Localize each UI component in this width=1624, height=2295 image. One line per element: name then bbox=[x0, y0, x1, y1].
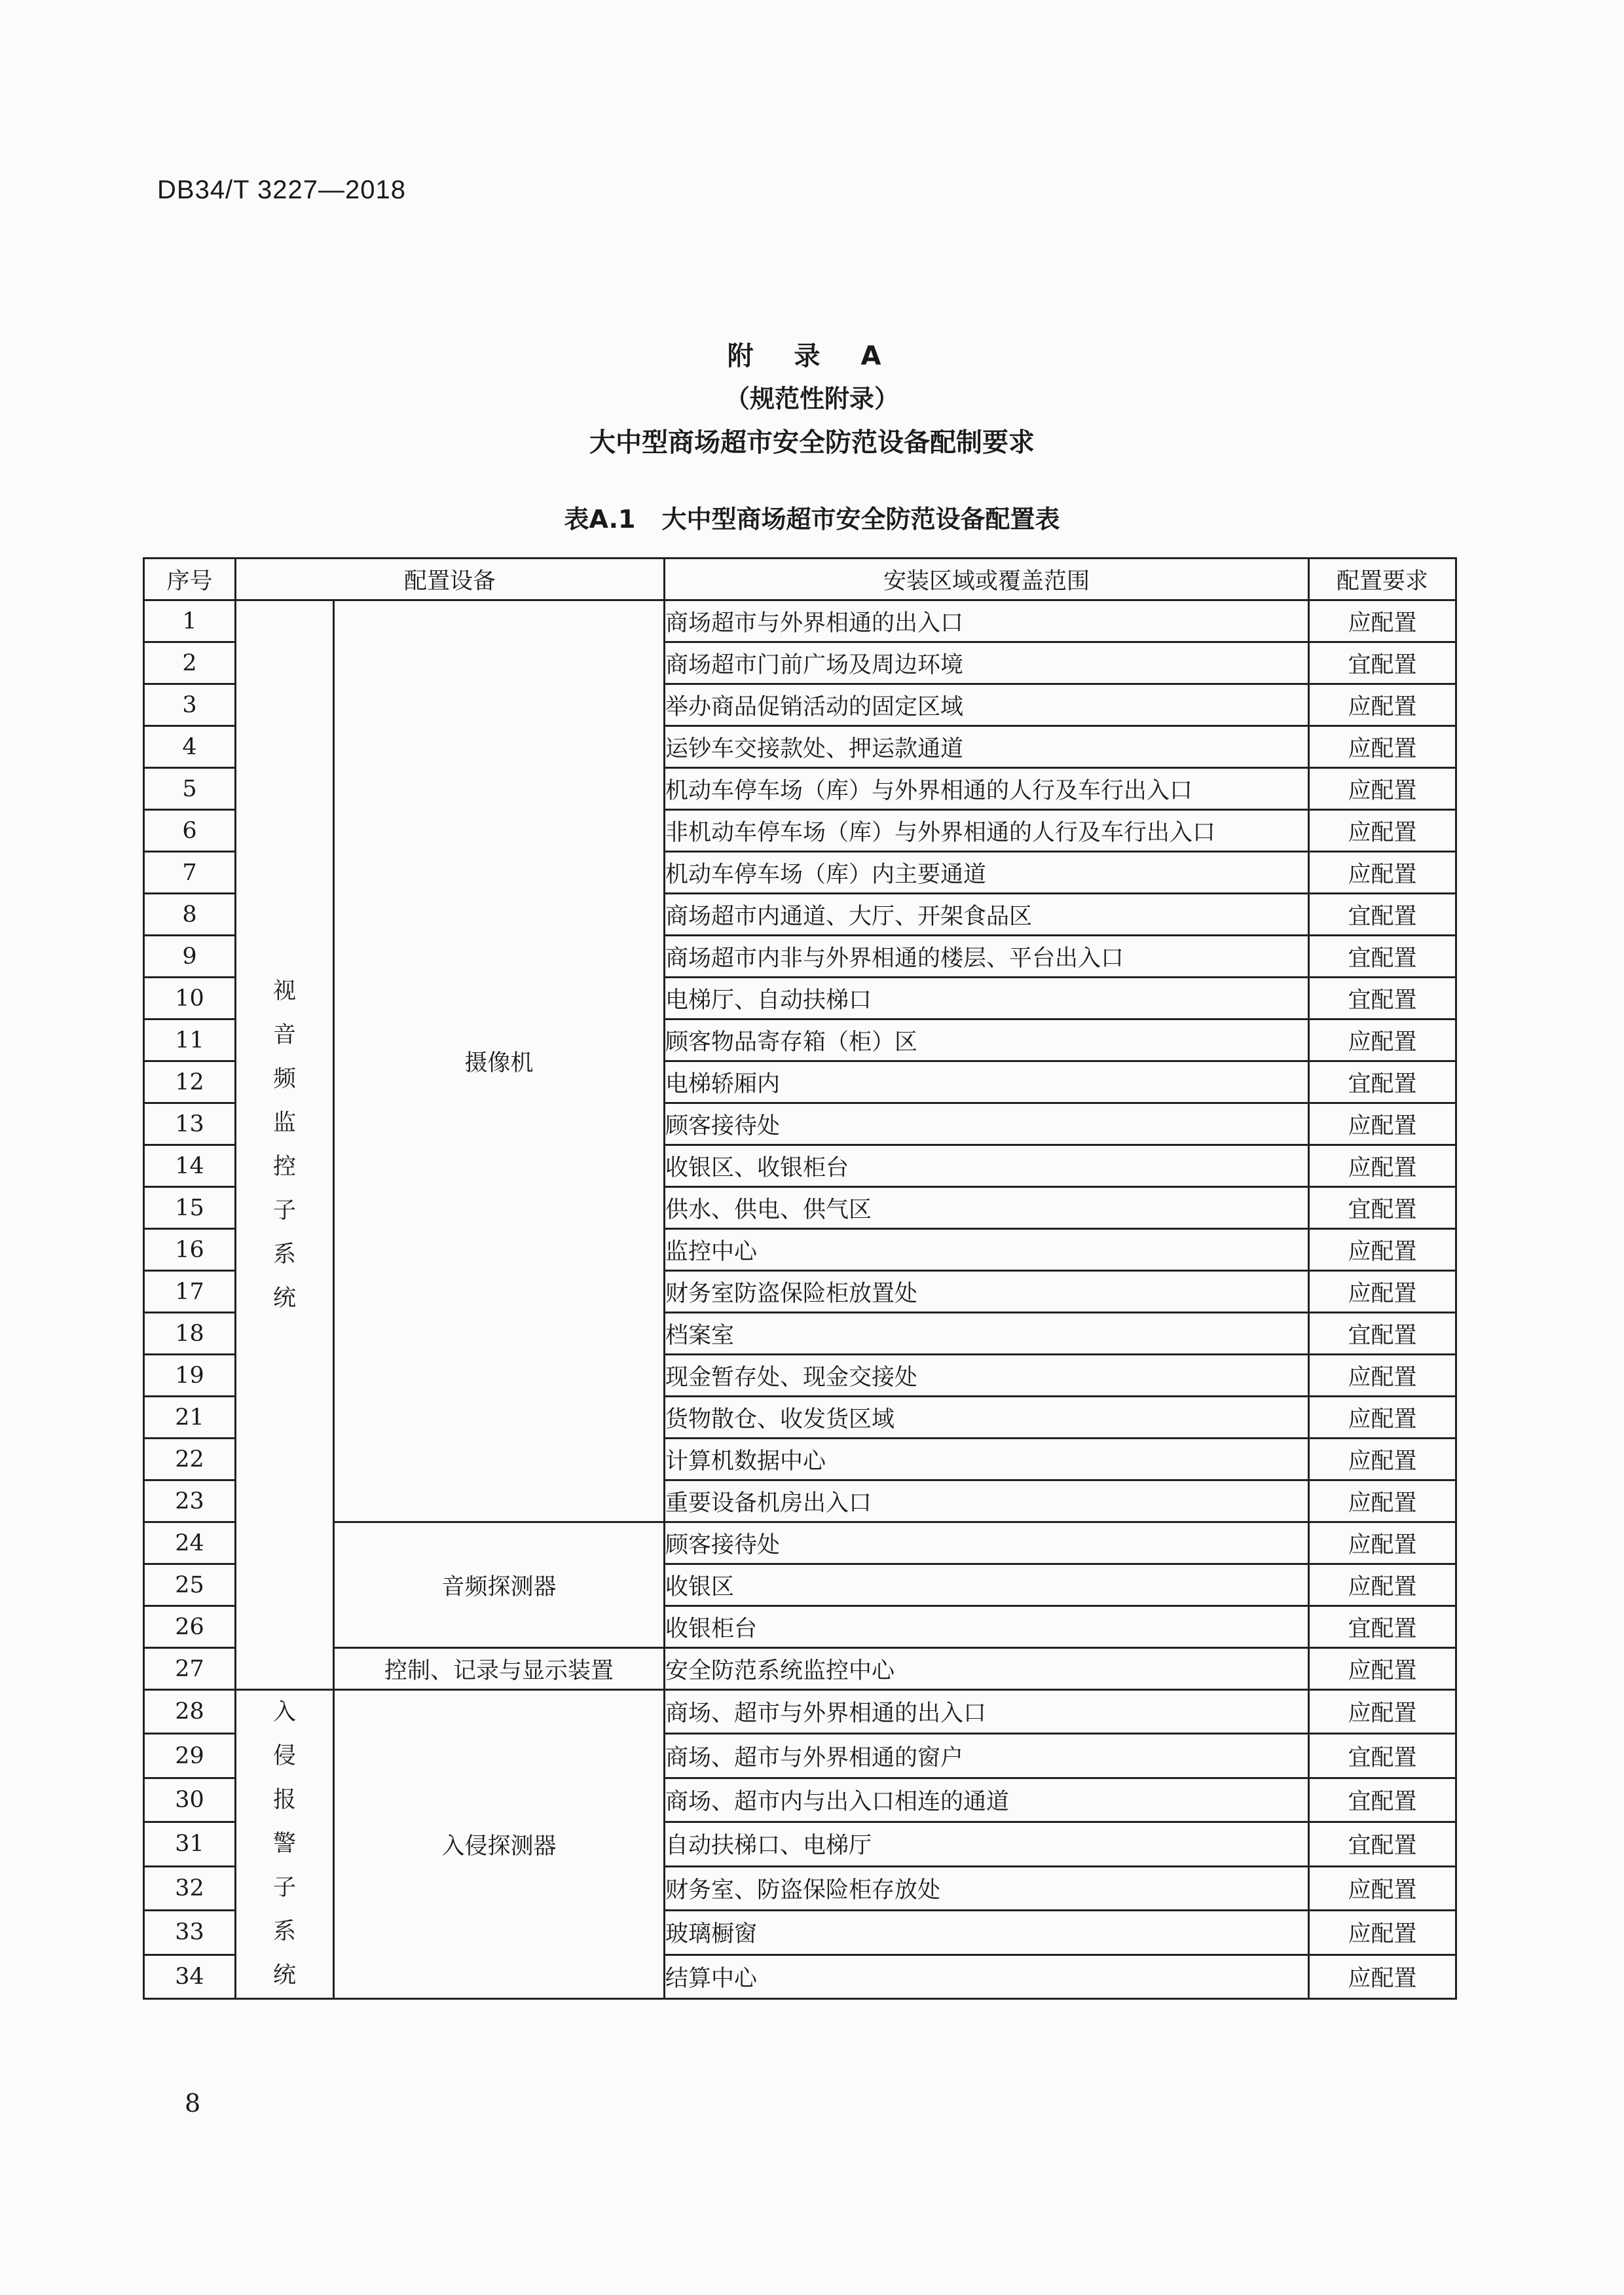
requirement-cell: 应配置 bbox=[1309, 1229, 1456, 1271]
row-number: 6 bbox=[144, 810, 236, 852]
install-area-cell: 监控中心 bbox=[665, 1229, 1309, 1271]
device-cell: 控制、记录与显示装置 bbox=[334, 1648, 665, 1690]
row-number: 11 bbox=[144, 1019, 236, 1061]
requirement-cell: 应配置 bbox=[1309, 1522, 1456, 1564]
requirement-cell: 应配置 bbox=[1309, 1911, 1456, 1955]
requirement-cell: 应配置 bbox=[1309, 1439, 1456, 1480]
install-area-cell: 运钞车交接款处、押运款通道 bbox=[665, 726, 1309, 768]
requirement-cell: 应配置 bbox=[1309, 1271, 1456, 1313]
table-body bbox=[144, 600, 1456, 1999]
subsystem-cell bbox=[236, 600, 334, 1690]
requirement-cell: 宜配置 bbox=[1309, 1061, 1456, 1103]
install-area-cell: 现金暂存处、现金交接处 bbox=[665, 1355, 1309, 1397]
row-number: 1 bbox=[144, 600, 236, 642]
install-area-cell: 收银区、收银柜台 bbox=[665, 1145, 1309, 1187]
row-number: 17 bbox=[144, 1271, 236, 1313]
install-area-cell: 机动车停车场（库）内主要通道 bbox=[665, 852, 1309, 894]
row-number: 15 bbox=[144, 1187, 236, 1229]
row-number: 18 bbox=[144, 1313, 236, 1355]
requirement-cell: 应配置 bbox=[1309, 600, 1456, 642]
row-number: 3 bbox=[144, 684, 236, 726]
device-cell: 摄像机 bbox=[334, 600, 665, 1522]
row-number: 5 bbox=[144, 768, 236, 810]
requirement-cell: 应配置 bbox=[1309, 1397, 1456, 1439]
subsystem-char: 侵 bbox=[272, 1743, 296, 1769]
install-area-cell: 商场超市内非与外界相通的楼层、平台出入口 bbox=[665, 936, 1309, 978]
row-number: 22 bbox=[144, 1439, 236, 1480]
install-area-cell: 安全防范系统监控中心 bbox=[665, 1648, 1309, 1690]
requirement-cell: 应配置 bbox=[1309, 1019, 1456, 1061]
header-area: 安装区域或覆盖范围 bbox=[665, 559, 1309, 600]
requirement-cell: 宜配置 bbox=[1309, 1778, 1456, 1822]
row-number: 14 bbox=[144, 1145, 236, 1187]
row-number: 24 bbox=[144, 1522, 236, 1564]
requirement-cell: 应配置 bbox=[1309, 1145, 1456, 1187]
requirement-cell: 宜配置 bbox=[1309, 936, 1456, 978]
requirement-cell: 宜配置 bbox=[1309, 1313, 1456, 1355]
row-number: 31 bbox=[144, 1822, 236, 1866]
install-area-cell: 玻璃橱窗 bbox=[665, 1911, 1309, 1955]
row-number: 32 bbox=[144, 1866, 236, 1910]
row-number: 21 bbox=[144, 1397, 236, 1439]
table-row bbox=[144, 1648, 1456, 1690]
install-area-cell: 商场超市门前广场及周边环境 bbox=[665, 642, 1309, 684]
annex-name: 大中型商场超市安全防范设备配制要求 bbox=[589, 428, 1035, 458]
table-row bbox=[144, 600, 1456, 642]
annex-type: （规范性附录） bbox=[724, 384, 899, 413]
row-number: 2 bbox=[144, 642, 236, 684]
row-number: 4 bbox=[144, 726, 236, 768]
subsystem-char: 入 bbox=[272, 1699, 296, 1725]
requirement-cell: 应配置 bbox=[1309, 1690, 1456, 1734]
table-header-row bbox=[144, 559, 1456, 600]
requirement-cell: 宜配置 bbox=[1309, 1734, 1456, 1778]
requirement-cell: 宜配置 bbox=[1309, 1187, 1456, 1229]
row-number: 30 bbox=[144, 1778, 236, 1822]
subsystem-char: 系 bbox=[272, 1919, 296, 1945]
row-number: 12 bbox=[144, 1061, 236, 1103]
row-number: 33 bbox=[144, 1911, 236, 1955]
requirement-cell: 应配置 bbox=[1309, 1955, 1456, 1998]
requirement-cell: 应配置 bbox=[1309, 1866, 1456, 1910]
install-area-cell: 商场超市与外界相通的出入口 bbox=[665, 600, 1309, 642]
requirement-cell: 宜配置 bbox=[1309, 1606, 1456, 1648]
requirement-cell: 应配置 bbox=[1309, 1355, 1456, 1397]
row-number: 19 bbox=[144, 1355, 236, 1397]
install-area-cell: 电梯厅、自动扶梯口 bbox=[665, 978, 1309, 1019]
install-area-cell: 非机动车停车场（库）与外界相通的人行及车行出入口 bbox=[665, 810, 1309, 852]
install-area-cell: 结算中心 bbox=[665, 1955, 1309, 1998]
install-area-cell: 货物散仓、收发货区域 bbox=[665, 1397, 1309, 1439]
install-area-cell: 商场、超市与外界相通的出入口 bbox=[665, 1690, 1309, 1734]
install-area-cell: 机动车停车场（库）与外界相通的人行及车行出入口 bbox=[665, 768, 1309, 810]
row-number: 10 bbox=[144, 978, 236, 1019]
install-area-cell: 举办商品促销活动的固定区域 bbox=[665, 684, 1309, 726]
subsystem-char: 子 bbox=[272, 1197, 296, 1224]
subsystem-cell bbox=[236, 1690, 334, 1999]
row-number: 25 bbox=[144, 1564, 236, 1606]
requirement-cell: 应配置 bbox=[1309, 768, 1456, 810]
subsystem-char: 音 bbox=[272, 1021, 296, 1048]
subsystem-char: 统 bbox=[272, 1962, 296, 1989]
row-number: 34 bbox=[144, 1955, 236, 1998]
table-number: 表A.1 bbox=[564, 505, 636, 534]
install-area-cell: 商场、超市与外界相通的窗户 bbox=[665, 1734, 1309, 1778]
header-req: 配置要求 bbox=[1309, 559, 1456, 600]
table-title: 大中型商场超市安全防范设备配置表 bbox=[661, 505, 1060, 534]
subsystem-char: 报 bbox=[272, 1787, 296, 1813]
install-area-cell: 顾客物品寄存箱（柜）区 bbox=[665, 1019, 1309, 1061]
page-number: 8 bbox=[185, 2089, 201, 2118]
subsystem-char: 系 bbox=[272, 1241, 296, 1268]
subsystem-char: 监 bbox=[272, 1109, 296, 1136]
install-area-cell: 档案室 bbox=[665, 1313, 1309, 1355]
install-area-cell: 顾客接待处 bbox=[665, 1522, 1309, 1564]
equipment-config-table bbox=[143, 557, 1457, 2000]
install-area-cell: 收银区 bbox=[665, 1564, 1309, 1606]
standard-code: DB34/T 3227—2018 bbox=[157, 175, 406, 204]
device-cell: 入侵探测器 bbox=[334, 1690, 665, 1999]
requirement-cell: 应配置 bbox=[1309, 1564, 1456, 1606]
requirement-cell: 宜配置 bbox=[1309, 642, 1456, 684]
requirement-cell: 宜配置 bbox=[1309, 1822, 1456, 1866]
annex-label: 附 录 A bbox=[727, 341, 897, 371]
subsystem-char: 警 bbox=[272, 1831, 296, 1857]
install-area-cell: 商场超市内通道、大厅、开架食品区 bbox=[665, 894, 1309, 936]
requirement-cell: 应配置 bbox=[1309, 684, 1456, 726]
install-area-cell: 收银柜台 bbox=[665, 1606, 1309, 1648]
subsystem-char: 统 bbox=[272, 1285, 296, 1312]
row-number: 13 bbox=[144, 1103, 236, 1145]
subsystem-char: 子 bbox=[272, 1875, 296, 1901]
header-no: 序号 bbox=[144, 559, 236, 600]
install-area-cell: 电梯轿厢内 bbox=[665, 1061, 1309, 1103]
install-area-cell: 重要设备机房出入口 bbox=[665, 1480, 1309, 1522]
install-area-cell: 财务室、防盗保险柜存放处 bbox=[665, 1866, 1309, 1910]
device-cell: 音频探测器 bbox=[334, 1522, 665, 1648]
row-number: 9 bbox=[144, 936, 236, 978]
row-number: 7 bbox=[144, 852, 236, 894]
requirement-cell: 应配置 bbox=[1309, 726, 1456, 768]
row-number: 26 bbox=[144, 1606, 236, 1648]
subsystem-char: 控 bbox=[272, 1153, 296, 1180]
subsystem-char: 视 bbox=[272, 978, 296, 1004]
table-row bbox=[144, 1522, 1456, 1564]
install-area-cell: 商场、超市内与出入口相连的通道 bbox=[665, 1778, 1309, 1822]
table-row bbox=[144, 1690, 1456, 1734]
row-number: 27 bbox=[144, 1648, 236, 1690]
requirement-cell: 应配置 bbox=[1309, 1648, 1456, 1690]
row-number: 16 bbox=[144, 1229, 236, 1271]
table-caption bbox=[0, 499, 1624, 535]
requirement-cell: 应配置 bbox=[1309, 1103, 1456, 1145]
requirement-cell: 宜配置 bbox=[1309, 894, 1456, 936]
install-area-cell: 自动扶梯口、电梯厅 bbox=[665, 1822, 1309, 1866]
header-device: 配置设备 bbox=[236, 559, 665, 600]
row-number: 8 bbox=[144, 894, 236, 936]
row-number: 23 bbox=[144, 1480, 236, 1522]
install-area-cell: 财务室防盗保险柜放置处 bbox=[665, 1271, 1309, 1313]
row-number: 29 bbox=[144, 1734, 236, 1778]
install-area-cell: 顾客接待处 bbox=[665, 1103, 1309, 1145]
requirement-cell: 应配置 bbox=[1309, 810, 1456, 852]
requirement-cell: 应配置 bbox=[1309, 1480, 1456, 1522]
install-area-cell: 计算机数据中心 bbox=[665, 1439, 1309, 1480]
row-number: 28 bbox=[144, 1690, 236, 1734]
requirement-cell: 宜配置 bbox=[1309, 978, 1456, 1019]
install-area-cell: 供水、供电、供气区 bbox=[665, 1187, 1309, 1229]
subsystem-char: 频 bbox=[272, 1065, 296, 1092]
requirement-cell: 应配置 bbox=[1309, 852, 1456, 894]
